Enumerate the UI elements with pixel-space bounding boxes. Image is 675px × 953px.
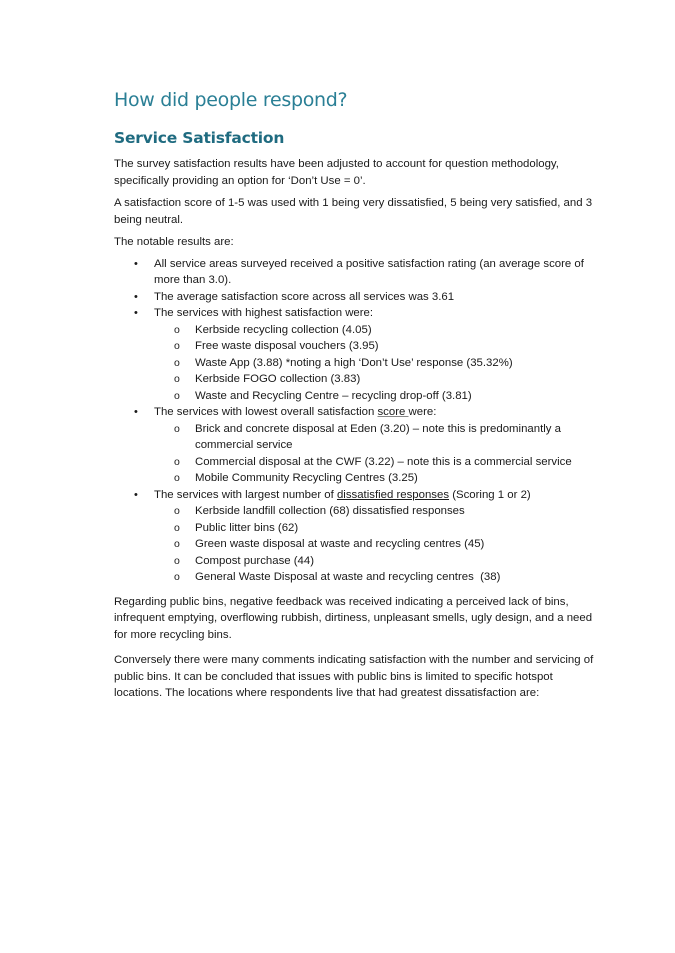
list-item: o Public litter bins (62): [195, 520, 594, 537]
list-item: o Kerbside FOGO collection (3.83): [195, 371, 594, 388]
result-dissatisfied-responses: [154, 487, 594, 586]
list-item: o Waste and Recycling Centre – recycling drop-off (3.81): [195, 388, 594, 405]
notable-paragraph: The notable results are:: [114, 236, 234, 248]
list-item: o Green waste disposal at waste and recycling centres (45): [195, 536, 594, 553]
scale-paragraph: A satisfaction score of 1-5 was used with 1 being very dissatisfied, 5 being very satisfied, and 3 being neutral.: [114, 197, 593, 226]
dissatisfied-label-b: dissatisfied responses: [336, 488, 450, 501]
lowest-label-c: were:: [408, 406, 437, 418]
section-heading: Service Satisfaction: [114, 129, 285, 147]
lowest-label-a: The services with lowest overall satisfaction: [154, 406, 378, 418]
conversely-paragraph: Conversely there were many comments indicating satisfaction with the number and servicing of public bins. It can be concluded that issues with public bins is limited to specific hotspot locations. The locations where respondents live that had greatest dissatisfaction are:: [114, 654, 594, 699]
result-lowest-satisfaction: [154, 404, 594, 487]
list-item: o Free waste disposal vouchers (3.95): [195, 338, 594, 355]
list-item: o General Waste Disposal at waste and recycling centres (38): [195, 569, 594, 586]
result-average-score: • The average satisfaction score across all services was 3.61: [154, 289, 594, 306]
highest-list: [154, 322, 594, 405]
highest-label: The services with highest satisfaction were:: [154, 307, 374, 319]
results-list: [114, 256, 594, 586]
intro-paragraph: The survey satisfaction results have been adjusted to account for question methodology, specifically providing an option for ‘Don’t Use = 0’.: [114, 158, 559, 187]
list-item: o Brick and concrete disposal at Eden (3.20) – note this is predominantly a commercial service: [195, 421, 594, 454]
result-positive-rating: • All service areas surveyed received a positive satisfaction rating (an average score of more than 3.0).: [154, 256, 594, 289]
list-item: o Kerbside recycling collection (4.05): [195, 322, 594, 339]
list-item: o Commercial disposal at the CWF (3.22) – note this is a commercial service: [195, 454, 594, 471]
lowest-label-b: score: [377, 406, 409, 418]
list-item: o Mobile Community Recycling Centres (3.25): [195, 470, 594, 487]
lowest-list: [154, 421, 594, 487]
list-item: o Compost purchase (44): [195, 553, 594, 570]
result-highest-satisfaction: [154, 305, 594, 404]
list-item: o Kerbside landfill collection (68) dissatisfied responses: [195, 503, 594, 520]
list-item: o Waste App (3.88) *noting a high ‘Don’t Use’ response (35.32%): [195, 355, 594, 372]
dissatisfied-label-c: (Scoring 1 or 2): [449, 488, 531, 501]
dissatisfied-label-a: The services with largest number of: [154, 488, 337, 501]
public-bins-paragraph: Regarding public bins, negative feedback was received indicating a perceived lack of bins, infrequent emptying, overflowing rubbish, dirtiness, unpleasant smells, ugly design, and a need for more recycling bins.: [114, 595, 593, 641]
dissatisfied-list: [154, 503, 594, 586]
document-page: [114, 86, 594, 702]
page-heading: How did people respond?: [114, 89, 348, 111]
